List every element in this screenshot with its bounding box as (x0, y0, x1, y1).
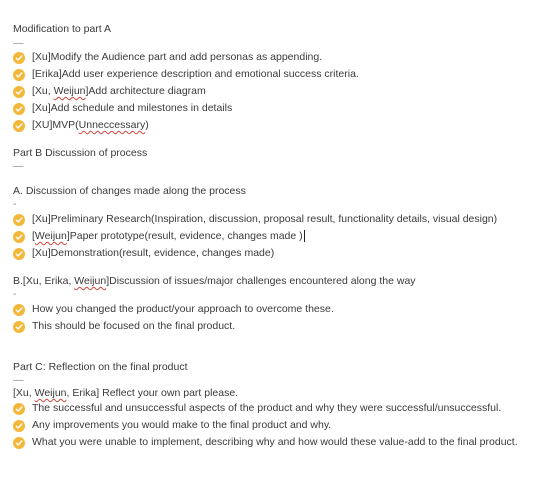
text-segment: , Erika] Reflect your own part please. (66, 387, 239, 399)
checked-checkbox-icon[interactable] (13, 403, 25, 415)
checklist-item[interactable] (13, 68, 359, 81)
subsection-b-separator: - (13, 288, 17, 300)
misspelled-word[interactable]: Weijun (34, 230, 67, 242)
checked-checkbox-icon[interactable] (13, 86, 25, 98)
checklist-item-text[interactable]: [Erika]Add user experience description and emotional success criteria. (32, 68, 359, 80)
subsection-a-separator: - (13, 198, 17, 210)
checklist-item-text[interactable] (32, 119, 149, 132)
checklist-item[interactable] (13, 303, 334, 316)
checked-checkbox-icon[interactable] (13, 103, 25, 115)
misspelled-word[interactable]: Weijun (34, 387, 67, 399)
checklist-item[interactable] (13, 213, 497, 226)
checklist-item-text[interactable]: [Xu]Demonstration(result, evidence, changes made) (32, 247, 275, 259)
checklist-item[interactable] (13, 51, 322, 64)
checklist-item-text[interactable]: [Xu]Add schedule and milestones in details (32, 102, 233, 114)
checklist-item-text[interactable]: [Xu]Modify the Audience part and add personas as appending. (32, 51, 323, 63)
text-cursor (304, 230, 305, 242)
checklist-item-text[interactable]: The successful and unsuccessful aspects of the product and why they were successful/unsuccessful. (32, 402, 502, 414)
section-a-separator: — (13, 37, 24, 49)
checked-checkbox-icon[interactable] (13, 231, 25, 243)
checked-checkbox-icon[interactable] (13, 248, 25, 260)
subsection-a-heading[interactable]: A. Discussion of changes made along the process (13, 185, 246, 197)
checklist-item-text[interactable]: Any improvements you would make to the final product and why. (32, 419, 332, 431)
checklist-item[interactable] (13, 436, 518, 449)
text-segment: [XU]MVP( (32, 119, 79, 131)
checked-checkbox-icon[interactable] (13, 420, 25, 432)
checklist-item-text[interactable]: [Xu]Preliminary Research(Inspiration, discussion, proposal result, functionality details, visual design) (32, 213, 498, 225)
text-segment: [ (32, 230, 35, 242)
text-segment: B.[Xu, Erika, (13, 275, 75, 287)
misspelled-word[interactable]: Weijun (53, 85, 86, 97)
checked-checkbox-icon[interactable] (13, 437, 25, 449)
checklist-item-text[interactable] (32, 85, 206, 98)
text-segment: ]Discussion of issues/major challenges encountered along the way (106, 275, 416, 287)
checked-checkbox-icon[interactable] (13, 120, 25, 132)
checklist-item[interactable] (13, 119, 149, 132)
section-c-intro[interactable] (13, 387, 238, 400)
section-b-heading[interactable]: Part B Discussion of process (13, 147, 148, 159)
checked-checkbox-icon[interactable] (13, 69, 25, 81)
checklist-item[interactable] (13, 85, 206, 98)
misspelled-word[interactable]: Unneccessary (78, 119, 146, 131)
checklist-item-text[interactable]: What you were unable to implement, describing why and how would these value-add to the final product. (32, 436, 518, 448)
text-segment: [Xu, (32, 85, 54, 97)
section-b-separator: — (13, 160, 24, 172)
text-segment: ]Add architecture diagram (85, 85, 206, 97)
checklist-item[interactable] (13, 247, 274, 260)
checked-checkbox-icon[interactable] (13, 52, 25, 64)
checked-checkbox-icon[interactable] (13, 214, 25, 226)
checklist-item-text[interactable] (32, 230, 305, 243)
checked-checkbox-icon[interactable] (13, 304, 25, 316)
checklist-item[interactable] (13, 230, 305, 243)
text-segment: ) (145, 119, 149, 131)
section-c-separator: — (13, 374, 24, 386)
checklist-item-text[interactable]: How you changed the product/your approach to overcome these. (32, 303, 334, 315)
section-c-heading[interactable]: Part C: Reflection on the final product (13, 361, 188, 373)
checklist-item[interactable] (13, 402, 501, 415)
text-segment: [Xu, (13, 387, 35, 399)
checked-checkbox-icon[interactable] (13, 321, 25, 333)
checklist-item-text[interactable]: This should be focused on the final product. (32, 320, 236, 332)
checklist-item[interactable] (13, 102, 232, 115)
section-a-heading[interactable]: Modification to part A (13, 23, 112, 35)
text-segment: ]Paper prototype(result, evidence, changes made ) (66, 230, 303, 242)
subsection-b-heading[interactable] (13, 275, 416, 288)
checklist-item[interactable] (13, 320, 235, 333)
checklist-item[interactable] (13, 419, 331, 432)
misspelled-word[interactable]: Weijun (74, 275, 107, 287)
